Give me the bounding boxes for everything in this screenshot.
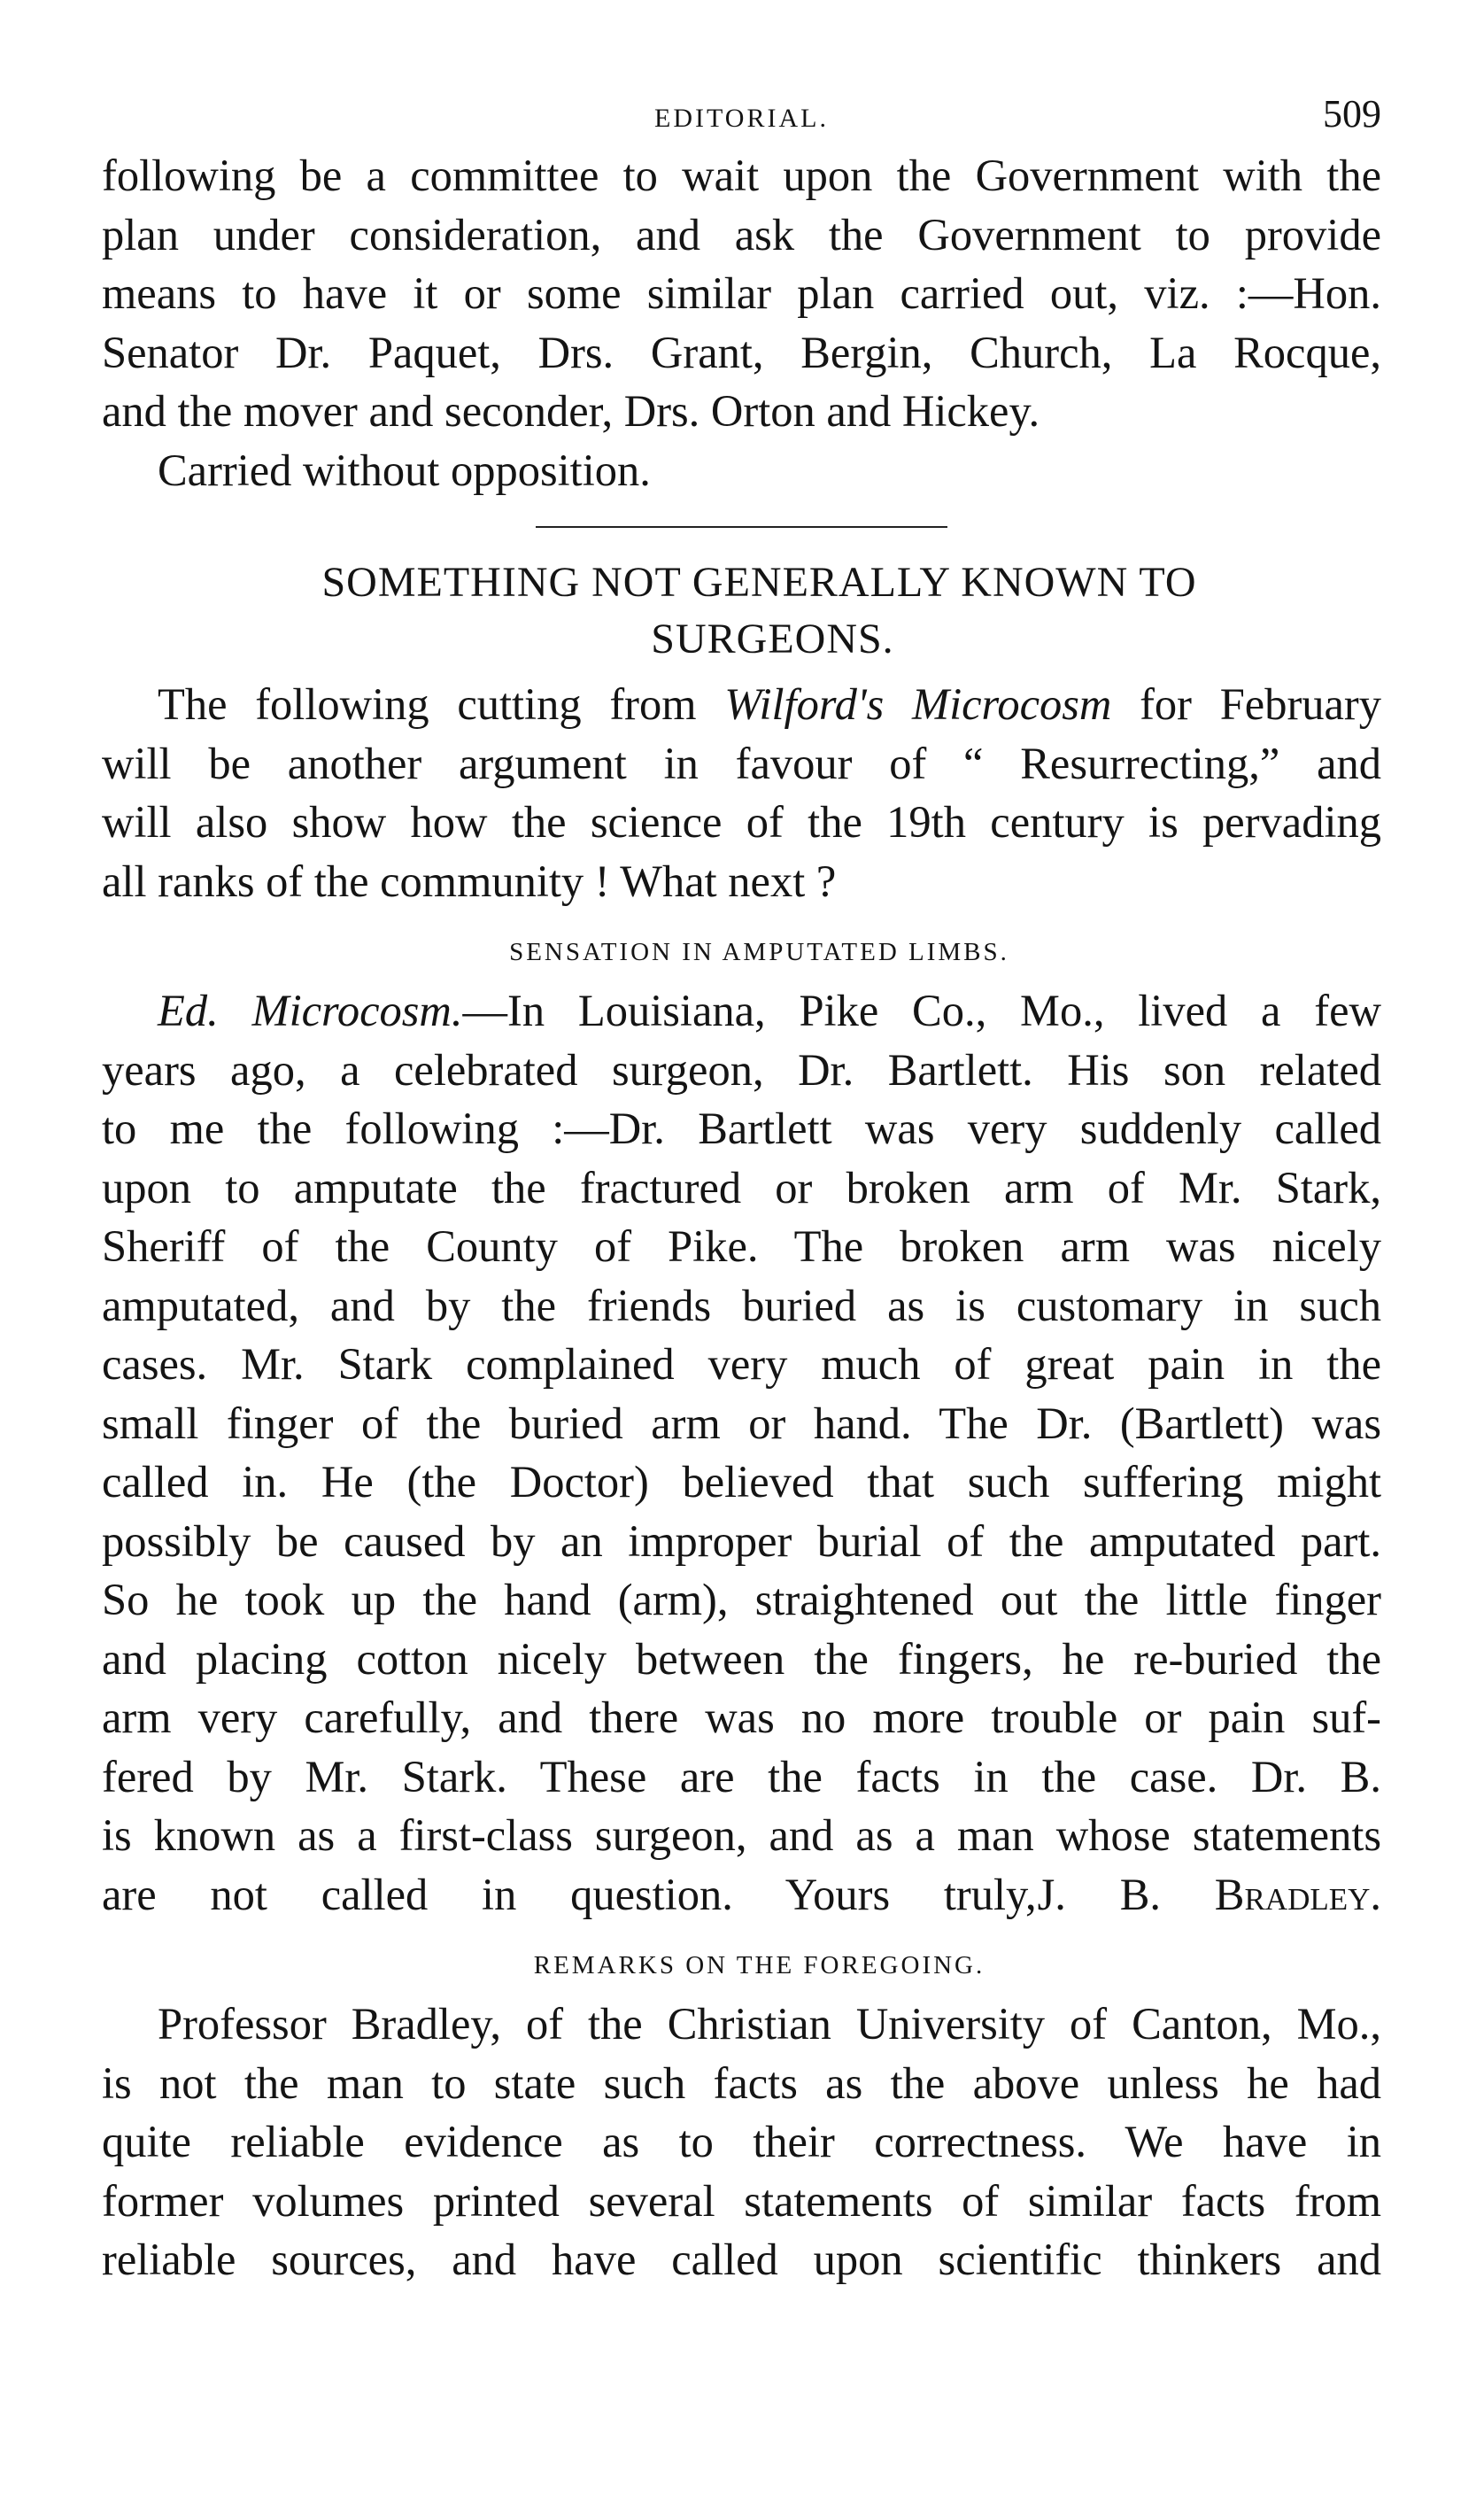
text-line: and the mover and seconder, Drs. Orton and Hickey.: [102, 386, 1040, 436]
publication-title: Wilford's Microcosm: [724, 679, 1112, 729]
letter-first-line: —In Louisiana, Pike Co., Mo., lived a few: [462, 986, 1381, 1035]
page: [102, 84, 1381, 2289]
text-line: plan under consideration, and ask the Government to provide: [102, 209, 1381, 260]
text-line: arm very carefully, and there was no more trouble or pain suf-: [102, 1693, 1381, 1742]
text-line: [102, 1865, 1381, 1925]
text-line: will also show how the science of the 19th century is pervading: [102, 797, 1381, 847]
text-line: Professor Bradley, of the Christian University of Canton, Mo.,: [158, 1999, 1381, 2049]
text-line: amputated, and by the friends buried as is customary in such: [102, 1280, 1381, 1330]
text-line: quite reliable evidence as to their correctness. We have in: [102, 2117, 1381, 2166]
running-head: [102, 84, 1381, 146]
text-line: is known as a first-class surgeon, and as a man whose statements: [102, 1810, 1381, 1860]
running-head-title: EDITORIAL.: [654, 104, 829, 133]
text-line: So he took up the hand (arm), straightened out the little finger: [102, 1575, 1381, 1624]
text-line: to me the following :—Dr. Bartlett was very suddenly called: [102, 1104, 1381, 1153]
lead-paragraph: [102, 675, 1381, 910]
text-line: is not the man to state such facts as the above unless he had: [102, 2057, 1381, 2108]
text-line: years ago, a celebrated surgeon, Dr. Bartlett. His son related: [102, 1044, 1381, 1095]
text-line: means to have it or some similar plan carried out, viz. :—Hon.: [102, 268, 1381, 318]
text-line: reliable sources, and have called upon scientific thinkers and: [102, 2235, 1381, 2284]
text-line: cases. Mr. Stark complained very much of great pain in the: [102, 1339, 1381, 1389]
page-number: 509: [1323, 92, 1381, 136]
letter-paragraph: [102, 981, 1381, 1924]
text-line: upon to amputate the fractured or broken arm of Mr. Stark,: [102, 1162, 1381, 1212]
text-line: called in. He (the Doctor) believed that such suffering might: [102, 1457, 1381, 1507]
text-line: fered by Mr. Stark. These are the facts in the case. Dr. B.: [102, 1751, 1381, 1801]
text-line: and placing cotton nicely between the fingers, he re-buried the: [102, 1633, 1381, 1684]
text-line: will be another argument in favour of “ Resurrecting,” and: [102, 738, 1381, 788]
text-line: Sheriff of the County of Pike. The broken arm was nicely: [102, 1221, 1381, 1271]
letter-salutation: Ed. Microcosm.: [158, 986, 463, 1035]
text-line: [102, 675, 1381, 734]
intro-paragraph: [102, 146, 1381, 500]
letter-signature: J. B. Bradley.: [1037, 1869, 1382, 1919]
carried-line: Carried without opposition.: [158, 445, 651, 495]
section-heading-remarks: REMARKS ON THE FOREGOING.: [533, 1951, 985, 1979]
article-heading-line-2: SURGEONS.: [651, 616, 894, 662]
lead-text-after: for February: [1111, 679, 1381, 729]
article-heading-line-1: SOMETHING NOT GENERALLY KNOWN TO: [321, 559, 1197, 606]
text-line: [102, 981, 1381, 1041]
text-line: following be a committee to wait upon the Government with the: [102, 151, 1381, 200]
section-heading-sensation: SENSATION IN AMPUTATED LIMBS.: [509, 938, 1009, 966]
article-heading: [102, 554, 1381, 668]
lead-text-before: The following cutting from: [158, 679, 725, 729]
text-line: possibly be caused by an improper burial of the amputated part.: [102, 1515, 1381, 1566]
text-line: small finger of the buried arm or hand. The Dr. (Bartlett) was: [102, 1398, 1381, 1448]
section-rule: [536, 526, 947, 528]
text-line: Senator Dr. Paquet, Drs. Grant, Bergin, Church, La Rocque,: [102, 327, 1381, 377]
text-line: former volumes printed several statements of similar facts from: [102, 2175, 1381, 2226]
letter-closing: are not called in question. Yours truly,: [102, 1869, 1037, 1919]
remarks-paragraph: [102, 1995, 1381, 2289]
text-line: all ranks of the community ! What next ?: [102, 856, 837, 906]
